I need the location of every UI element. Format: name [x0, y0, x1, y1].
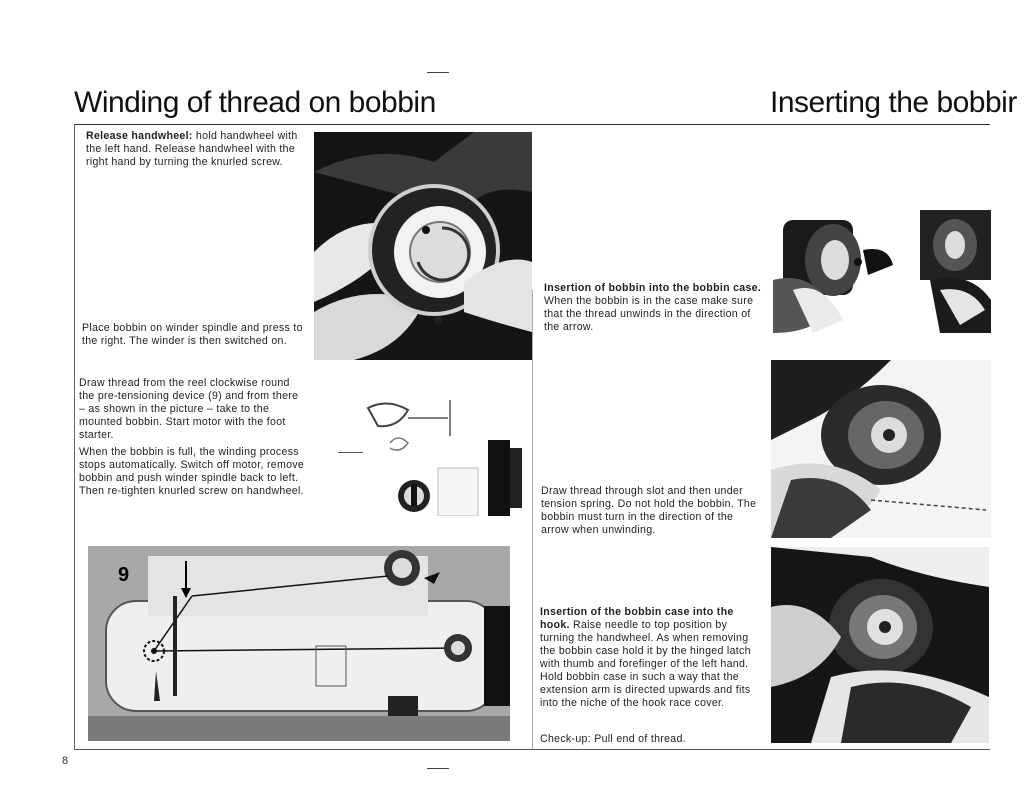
bobbin-case-hook-photo: [771, 547, 989, 743]
left-page-heading: Winding of thread on bobbin: [74, 86, 436, 119]
insertion-bobbin-text: [544, 282, 766, 334]
center-gutter-rule: [532, 290, 533, 749]
checkup-text: Check-up: Pull end of thread.: [540, 733, 686, 745]
bottom-rule: [74, 749, 990, 750]
insertion-bobbin-lead: Insertion of bobbin into the bobbin case.: [544, 282, 762, 294]
bobbin-full-text: When the bobbin is full, the winding process stops automatically. Switch off motor, remove bobbin and push winder spindle back to left. Then re-tighten knurled screw on handwheel.: [79, 446, 305, 497]
insertion-bobbin-body: When the bobbin is in the case make sure that the thread unwinds in the direction of the arrow.: [544, 295, 754, 333]
draw-thread-text: Draw thread from the reel clockwise round the pre-tensioning device (9) and from there – as shown in the picture – take to the mounted bobbin. Start motor with the foot starter.: [79, 377, 299, 441]
insertion-case-body: Raise needle to top position by turning the handwheel. As when removing the bobbin case hold it by the hinged latch with thumb and forefinger of the left hand. Hold bobbin case in such a way that the extension arm is directed upwards and fits into the niche of the hook race cover.: [540, 619, 751, 709]
draw-thread-slot-text: Draw thread through slot and then under tension spring. Do not hold the bobbin. The bobbin must turn in the direction of the arrow when unwinding.: [541, 485, 757, 536]
right-page-heading: Inserting the bobbir: [770, 86, 1017, 119]
machine-threading-photo: [88, 546, 510, 741]
left-margin-rule: [74, 124, 75, 749]
bobbin-case-photo-1: [773, 200, 898, 333]
pre-tensioning-callout: 9: [118, 564, 130, 586]
place-bobbin-text: Place bobbin on winder spindle and press to the right. The winder is then switched on.: [82, 322, 303, 347]
winder-spindle-photo: [338, 388, 528, 516]
tension-spring-photo: [771, 360, 991, 538]
heading-rule: [74, 124, 990, 125]
release-handwheel-body: hold handwheel with the left hand. Release handwheel with the right hand by turning the knurled screw.: [86, 130, 298, 168]
bottom-center-mark: [427, 768, 449, 769]
top-center-mark: [427, 72, 449, 73]
handwheel-photo: [314, 132, 532, 360]
release-handwheel-lead: Release handwheel:: [86, 130, 193, 142]
page-number: 8: [62, 755, 69, 767]
insertion-case-lead: Insertion of the bobbin case into the hook.: [540, 606, 734, 631]
bobbin-case-photo-2: [910, 200, 991, 333]
insertion-case-text: [540, 606, 764, 710]
release-handwheel-text: [86, 130, 308, 169]
